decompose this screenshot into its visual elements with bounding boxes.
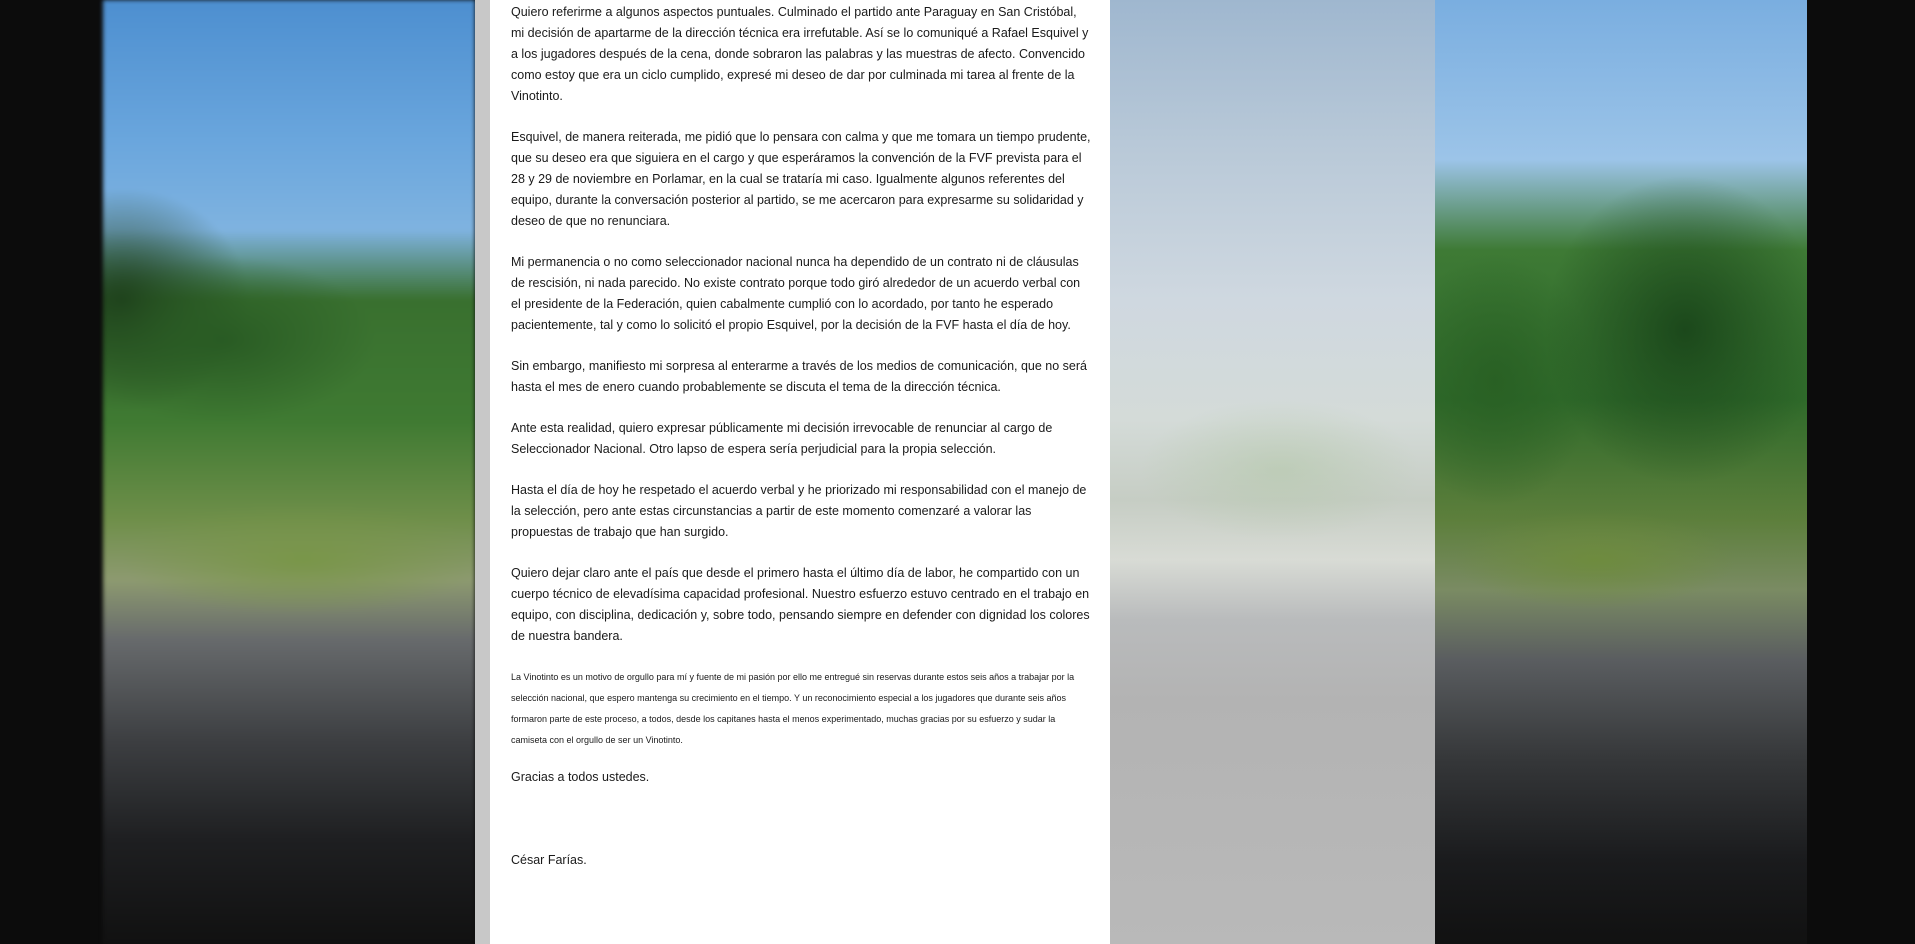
letter-paragraph-5: Ante esta realidad, quiero expresar públicamente mi decisión irrevocable de renunciar al cargo de Seleccionador Nacional. Otro lapso de espera sería perjudicial para la propia selección. bbox=[511, 421, 1053, 456]
letter-content bbox=[511, 2, 1091, 871]
letter-signature: César Farías. bbox=[511, 853, 587, 867]
letter-paragraph-4: Sin embargo, manifiesto mi sorpresa al enterarme a través de los medios de comunicación, que no será hasta el mes de enero cuando probablemente se discuta el tema de la dirección técnica. bbox=[511, 359, 1087, 394]
letter-paragraph-7: Quiero dejar claro ante el país que desde el primero hasta el último día de labor, he compartido con un cuerpo técnico de elevadísima capacidad profesional. Nuestro esfuerzo estuvo centrado en el trabajo en equipo, con disciplina, dedicación y, sobre todo, pensando siempre en defender con dignidad los colores de nuestra bandera. bbox=[511, 566, 1090, 643]
letter-paragraph-3: Mi permanencia o no como seleccionador nacional nunca ha dependido de un contrato ni de cláusulas de rescisión, ni nada parecido. No existe contrato porque todo giró alrededor de un acuerdo verbal con el presidente de la Federación, quien cabalmente cumplió con lo acordado, por tanto he esperado pacientemente, tal y como lo solicitó el propio Esquivel, por la decisión de la FVF hasta el día de hoy. bbox=[511, 255, 1081, 332]
background-side-panel bbox=[1110, 0, 1435, 944]
letter-paragraph-1: Quiero referirme a algunos aspectos puntuales. Culminado el partido ante Paraguay en San Cristóbal, mi decisión de apartarme de la dirección técnica era irrefutable. Así se lo comuniqué a Rafael Esquivel y a los jugadores después de la cena, donde sobraron las palabras y las muestras de afecto. Convencido como estoy que era un ciclo cumplido, expresé mi deseo de dar por culminada mi tarea al frente de la Vinotinto. bbox=[511, 5, 1089, 103]
letter-paragraph-2: Esquivel, de manera reiterada, me pidió que lo pensara con calma y que me tomara un tiempo prudente, que su deseo era que siguiera en el cargo y que esperáramos la convención de la FVF prevista para el 28 y 29 de noviembre en Porlamar, en la cual se trataría mi caso. Igualmente algunos referentes del equipo, durante la conversación posterior al partido, se me acercaron para expresarme su solidaridad y deseo de que no renunciara. bbox=[511, 130, 1091, 228]
left-dark-margin bbox=[0, 0, 103, 944]
letter-small-paragraph: La Vinotinto es un motivo de orgullo para mí y fuente de mi pasión por ello me entregué sin reservas durante estos seis años a trabajar por la selección nacional, que espero mantenga su crecimiento en el tiempo. Y un reconocimiento especial a los jugadores que durante seis años formaron parte de este proceso, a todos, desde los capitanes hasta el menos experimentado, muchas gracias por su esfuerzo y sudar la camiseta con el orgullo de ser un Vinotinto. bbox=[511, 672, 1075, 745]
background-landscape-left bbox=[103, 0, 475, 944]
letter-paper bbox=[490, 0, 1110, 944]
letter-greeting: Gracias a todos ustedes. bbox=[511, 770, 650, 784]
paper-left-gutter bbox=[475, 0, 490, 944]
right-dark-margin bbox=[1807, 0, 1915, 944]
letter-paragraph-6: Hasta el día de hoy he respetado el acuerdo verbal y he priorizado mi responsabilidad con el manejo de la selección, pero ante estas circunstancias a partir de este momento comenzaré a valorar las propuestas de trabajo que han surgido. bbox=[511, 483, 1087, 539]
background-landscape-right bbox=[1435, 0, 1807, 944]
